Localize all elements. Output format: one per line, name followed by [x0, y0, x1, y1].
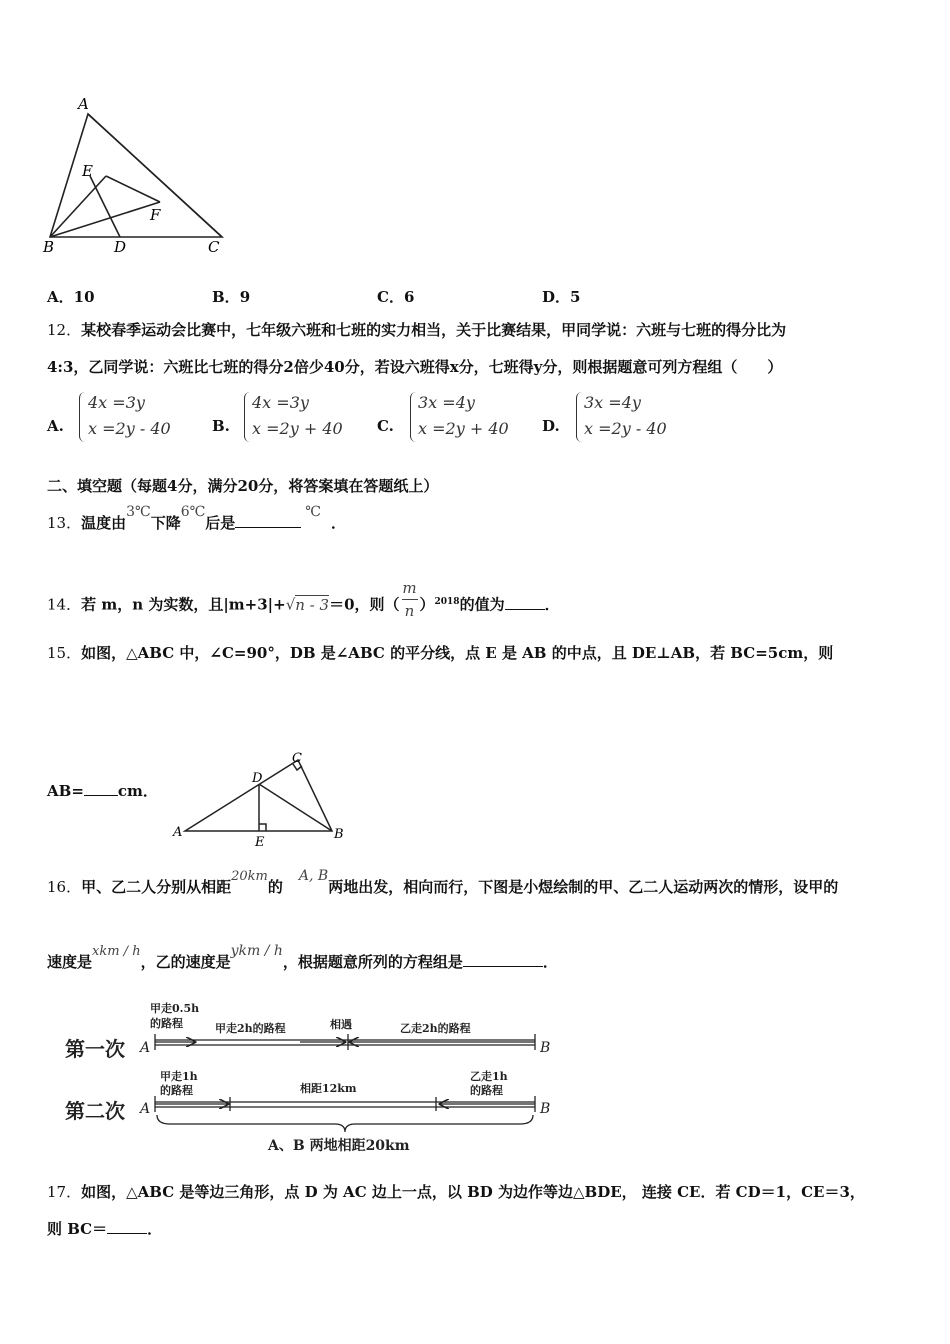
q12-option-b-system[interactable]: 4x =3y x =2y + 40 [252, 393, 343, 438]
q12-line1: 12．某校春季运动会比赛中，七年级六班和七班的实力相当，关于比赛结果，甲同学说：六班与七班的得分比为 [47, 321, 787, 339]
q11-option-c[interactable]: C．6 [377, 288, 415, 306]
row2-label: 第二次 [65, 1099, 125, 1123]
q12-line2: 4:3，乙同学说：六班比七班的得分2倍少40分，若设六班得x分，七班得y分，则根据题意可列方程组（ ） [47, 358, 783, 376]
q16-answer-blank[interactable] [463, 952, 543, 967]
q13: 13．温度由3℃下降6℃后是℃． [47, 504, 346, 532]
q12-option-d-letter[interactable]: D. [542, 417, 560, 435]
label-E: E [255, 835, 265, 850]
label-D: D [252, 771, 263, 786]
triangle-figure-q11 [40, 92, 230, 257]
q12-option-b-letter[interactable]: B. [212, 417, 230, 435]
label-C: C [292, 752, 302, 766]
r1-seg2: 甲走2h的路程 [215, 1022, 286, 1035]
q14: 14．若 m，n 为实数，且|m+3|+√n - 3＝0，则（ $\frac{m}{n}$ ）$^{2018}$的值为 ． [47, 579, 560, 620]
q12-option-c-system[interactable]: 3x =4y x =2y + 40 [418, 393, 509, 438]
q14-answer-blank[interactable] [505, 595, 545, 610]
bottom-label: A、B 两地相距20km [268, 1138, 410, 1154]
r1-seg3: 乙走2h的路程 [400, 1022, 471, 1035]
r2-seg1b: 的路程 [160, 1084, 193, 1097]
r2-seg1: 甲走1h [160, 1070, 198, 1083]
triangle-figure-q15 [170, 752, 350, 852]
q15-answer: AB= cm． [47, 782, 158, 800]
q11-option-a[interactable]: A．10 [47, 288, 95, 306]
row1-B: B [540, 1040, 551, 1056]
label-B: B [43, 238, 55, 256]
r1-seg1b: 的路程 [150, 1017, 183, 1030]
q15-line1: 15．如图，△ABC 中，∠C=90°，DB 是∠ABC 的平分线，点 E 是 AB 的中点，且 DE⊥AB，若 BC=5cm，则 [47, 644, 834, 662]
row1-A: A [140, 1040, 151, 1056]
q16-line1: 16．甲、乙二人分别从相距20km的A, B两地出发，相向而行，下图是小煜绘制的甲、乙二人运动两次的情形，设甲的 [47, 868, 839, 896]
r2-seg3b: 的路程 [470, 1084, 503, 1097]
label-B: B [334, 827, 344, 842]
q15-answer-blank[interactable] [84, 781, 118, 796]
label-A: A [173, 825, 183, 840]
q12-option-d-system[interactable]: 3x =4y x =2y - 40 [584, 393, 667, 438]
q11-option-b[interactable]: B．9 [212, 288, 251, 306]
q17-answer-blank[interactable] [107, 1219, 147, 1234]
label-D: D [114, 238, 127, 256]
q12-option-a-letter[interactable]: A. [47, 417, 64, 435]
row1-label: 第一次 [65, 1037, 125, 1061]
q12-option-c-letter[interactable]: C. [377, 417, 394, 435]
label-C: C [208, 238, 220, 256]
r1-seg1: 甲走0.5h [150, 1002, 200, 1015]
r1-meet: 相遇 [330, 1018, 352, 1031]
section-2-title: 二、填空题（每题4分，满分20分，将答案填在答题纸上） [47, 477, 439, 495]
row2-B: B [540, 1101, 551, 1117]
label-F: F [150, 206, 161, 224]
row2-A: A [140, 1101, 151, 1117]
label-E: E [82, 162, 93, 180]
q17-line1: 17．如图，△ABC 是等边三角形，点 D 为 AC 边上一点，以 BD 为边作等边△BDE， 连接 CE．若 CD＝1，CE＝3， [47, 1183, 865, 1201]
q16-line2: 速度是xkm / h，乙的速度是ykm / h，根据题意所列的方程组是 ． [47, 943, 558, 971]
r2-mid: 相距12km [300, 1082, 357, 1095]
label-A: A [78, 95, 89, 113]
q12-option-a-system[interactable]: 4x =3y x =2y - 40 [88, 393, 171, 438]
q17-line2: 则 BC＝ ． [47, 1220, 163, 1238]
journey-diagram-q16 [60, 1000, 570, 1160]
q11-option-d[interactable]: D．5 [542, 288, 581, 306]
q14-fraction: $\frac{m}{n}$ [402, 579, 417, 620]
q13-answer-blank[interactable] [235, 513, 301, 528]
r2-seg3: 乙走1h [470, 1070, 508, 1083]
